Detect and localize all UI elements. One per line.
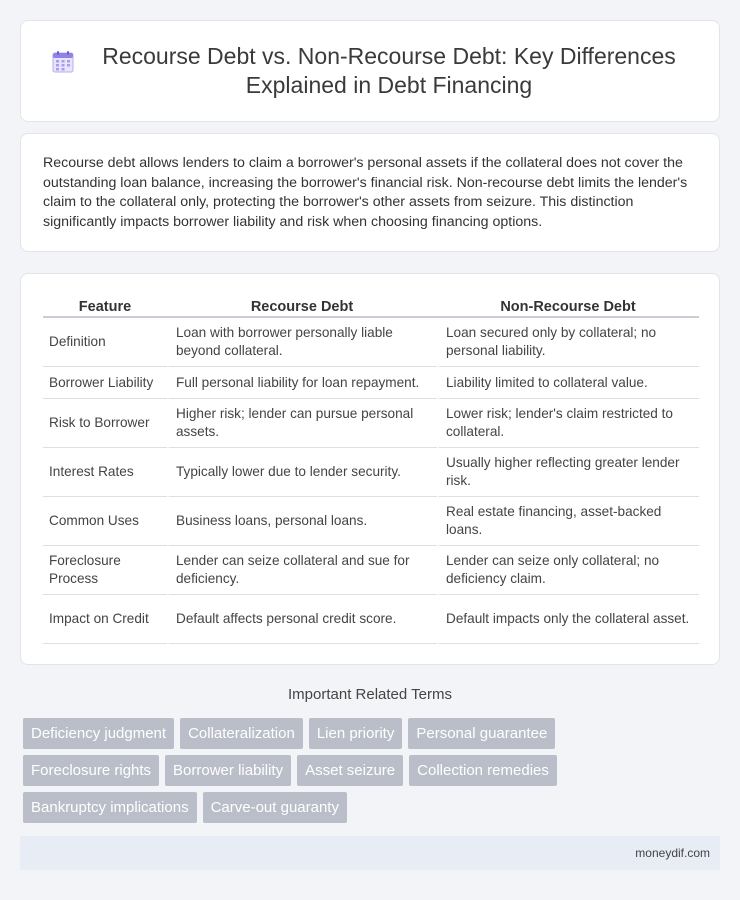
intro-card — [20, 133, 720, 252]
comparison-table — [43, 294, 699, 644]
tag-row — [23, 755, 723, 786]
table-row — [43, 367, 699, 399]
table-row — [43, 399, 699, 448]
cell-feature: Common Uses — [43, 497, 167, 546]
header-recourse: Recourse Debt — [167, 294, 437, 318]
cell-recourse: Typically lower due to lender security. — [167, 448, 437, 497]
tag-bankruptcy-implications[interactable]: Bankruptcy implications — [23, 792, 197, 823]
cell-recourse: Business loans, personal loans. — [167, 497, 437, 546]
cell-non-recourse: Lender can seize only collateral; no deficiency claim. — [437, 546, 699, 595]
tag-deficiency-judgment[interactable]: Deficiency judgment — [23, 718, 174, 749]
cell-non-recourse: Usually higher reflecting greater lender risk. — [437, 448, 699, 497]
tag-foreclosure-rights[interactable]: Foreclosure rights — [23, 755, 159, 786]
cell-recourse: Higher risk; lender can pursue personal assets. — [167, 399, 437, 448]
cell-recourse: Default affects personal credit score. — [167, 595, 437, 644]
cell-non-recourse: Real estate financing, asset-backed loans. — [437, 497, 699, 546]
footer-site[interactable]: moneydif.com — [635, 846, 710, 860]
table-row — [43, 595, 699, 644]
tag-collateralization[interactable]: Collateralization — [180, 718, 303, 749]
table-row — [43, 448, 699, 497]
cell-non-recourse: Lower risk; lender's claim restricted to collateral. — [437, 399, 699, 448]
tag-borrower-liability[interactable]: Borrower liability — [165, 755, 291, 786]
cell-non-recourse: Loan secured only by collateral; no personal liability. — [437, 318, 699, 367]
cell-feature: Foreclosure Process — [43, 546, 167, 595]
header-card — [20, 20, 720, 122]
cell-feature: Risk to Borrower — [43, 399, 167, 448]
cell-feature: Borrower Liability — [43, 367, 167, 399]
header-non-recourse: Non-Recourse Debt — [437, 294, 699, 318]
tag-row — [23, 718, 723, 749]
intro-text: Recourse debt allows lenders to claim a borrower's personal assets if the collateral does not cover the outstanding loan balance, increasing the borrower's financial risk. Non-recourse debt limits the lender's claim to the collateral only, protecting the borrower's other assets from seizure. This distinction significantly impacts borrower liability and risk when choosing financing options. — [43, 155, 688, 230]
tag-asset-seizure[interactable]: Asset seizure — [297, 755, 403, 786]
table-row — [43, 497, 699, 546]
related-terms-title: Important Related Terms — [288, 686, 452, 703]
table-row — [43, 546, 699, 595]
cell-feature: Impact on Credit — [43, 595, 167, 644]
cell-non-recourse: Liability limited to collateral value. — [437, 367, 699, 399]
tag-carve-out-guaranty[interactable]: Carve-out guaranty — [203, 792, 347, 823]
tag-collection-remedies[interactable]: Collection remedies — [409, 755, 557, 786]
related-terms — [23, 718, 723, 829]
tag-personal-guarantee[interactable]: Personal guarantee — [408, 718, 555, 749]
footer — [20, 836, 720, 870]
page-title: Recourse Debt vs. Non-Recourse Debt: Key Differences Explained in Debt Financing — [102, 43, 676, 98]
tag-row — [23, 792, 723, 823]
tag-lien-priority[interactable]: Lien priority — [309, 718, 403, 749]
cell-feature: Definition — [43, 318, 167, 367]
comparison-card — [20, 273, 720, 665]
cell-recourse: Loan with borrower personally liable beyond collateral. — [167, 318, 437, 367]
calendar-icon — [51, 50, 75, 74]
header-feature: Feature — [43, 294, 167, 318]
cell-feature: Interest Rates — [43, 448, 167, 497]
table-row — [43, 318, 699, 367]
cell-recourse: Full personal liability for loan repayment. — [167, 367, 437, 399]
cell-non-recourse: Default impacts only the collateral asset. — [437, 595, 699, 644]
cell-recourse: Lender can seize collateral and sue for deficiency. — [167, 546, 437, 595]
table-header-row — [43, 294, 699, 318]
